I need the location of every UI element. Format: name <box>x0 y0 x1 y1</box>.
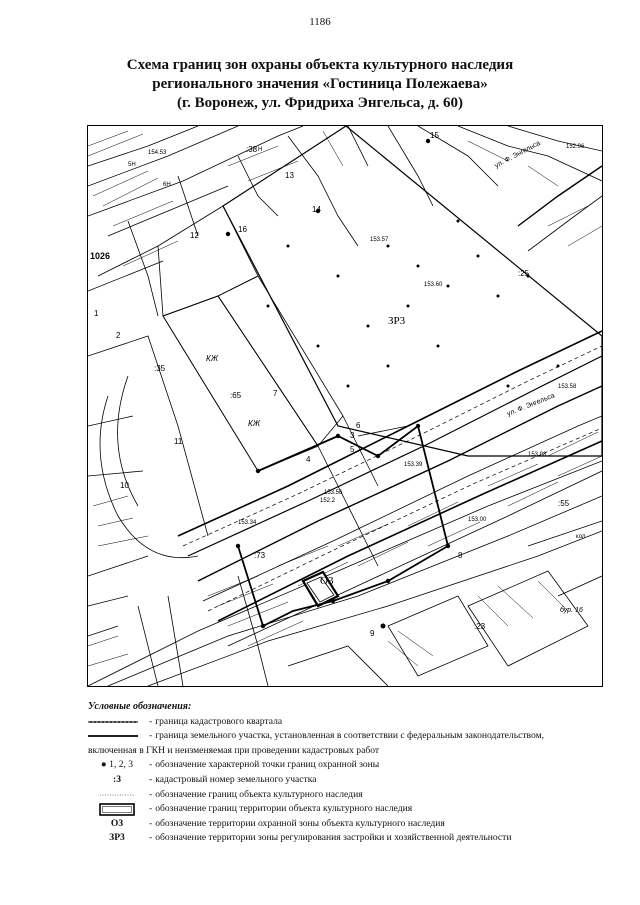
height-mark-5: 154.53 <box>148 150 167 156</box>
point-label-6: 6 <box>356 421 361 430</box>
point-label-16: 16 <box>238 225 247 234</box>
legend-text-points: обозначение характерной точки границ охранной зоны <box>155 759 380 771</box>
legend-text-parcel-1: граница земельного участка, установленная в соответствии с федеральным законодательством, <box>155 730 545 742</box>
point-label-5: 5 <box>350 445 355 454</box>
legend <box>88 700 608 846</box>
building-mark-2: КЖ <box>248 419 261 428</box>
legend-text-protection-zone: обозначение территории охранной зоны объекта культурного наследия <box>155 817 445 829</box>
height-mark-10: 153.34 <box>238 520 257 526</box>
point-label-14: 14 <box>312 205 321 214</box>
height-mark-2: 153.60 <box>424 282 443 288</box>
parcel-label-35: :35 <box>154 364 166 373</box>
parcel-label-65: :65 <box>230 391 242 400</box>
title-line-1: Схема границ зон охраны объекта культурного наследия <box>126 57 514 73</box>
legend-item-cadastral-number: :3 - кадастровый номер земельного участка <box>88 773 608 788</box>
height-mark-4: 153.56 <box>324 490 343 496</box>
legend-item-heritage-territory: - обозначение границ территории объекта культурного наследия <box>88 802 608 817</box>
legend-text-quarter: граница кадастрового квартала <box>155 715 283 727</box>
point-label-11: 11 <box>174 437 183 446</box>
point-label-9: 9 <box>370 629 375 638</box>
map-hatching <box>88 131 602 666</box>
building-mark-5: 6Н <box>163 182 171 188</box>
legend-item-regulation-zone: ЗР3 - обозначение территории зоны регулирования застройки и хозяйственной деятельности <box>88 831 608 846</box>
legend-item-parcel: - граница земельного участка, установленная в соответствии с федеральным законодательством, <box>88 729 608 744</box>
quarter-label: 1026 <box>90 251 111 261</box>
misc-mark: кол <box>576 534 586 540</box>
building-mark-4: 5Н <box>128 162 136 168</box>
legend-item-heritage-boundary: - обозначение границ объекта культурного наследия <box>88 788 608 803</box>
height-mark-11: 153.00 <box>468 517 487 523</box>
zone-oz-label: О3 <box>320 575 334 587</box>
page-number: 1186 <box>309 16 331 28</box>
building-mark-3: Н <box>258 147 263 153</box>
parcel-label-73: :73 <box>254 551 266 560</box>
parcel-label-55: :55 <box>558 499 570 508</box>
title-line-2: регионального значения «Гостиница Полежаева» <box>152 76 488 92</box>
height-mark-9: 153.58 <box>558 384 577 390</box>
height-mark-1: 153.57 <box>370 237 389 243</box>
point-label-3: 3 <box>350 431 355 440</box>
height-mark-8: 153.39 <box>404 462 423 468</box>
zone-rz-label: ЗР3 <box>388 315 406 327</box>
page-title <box>0 56 640 113</box>
height-mark-6: 153.98 <box>528 452 547 458</box>
quarter-line-symbol <box>88 719 146 725</box>
street-name-2: ул. Ф. Энгельса <box>506 392 556 418</box>
heritage-boundary-symbol <box>88 792 146 798</box>
protection-zone-symbol: О3 <box>110 817 124 829</box>
point-label-7: 7 <box>273 389 278 398</box>
point-label-4: 4 <box>306 455 311 464</box>
legend-text-cadastral-number: кадастровый номер земельного участка <box>155 773 317 785</box>
building-mark-1: КЖ <box>206 354 219 363</box>
cadastral-map <box>87 125 603 687</box>
well-mark: бур. 16 <box>560 607 583 614</box>
regulation-zone-symbol: ЗР3 <box>109 832 125 844</box>
point-label-12: 12 <box>190 231 199 240</box>
legend-title: Условные обозначения: <box>88 701 192 712</box>
parcel-line-symbol <box>88 733 146 739</box>
title-line-3: (г. Воронеж, ул. Фридриха Энгельса, д. 60) <box>176 95 464 111</box>
point-label-10: 10 <box>120 481 129 490</box>
street-name-1: ул. Ф. Энгельса <box>493 139 542 170</box>
point-label-2: 2 <box>116 331 121 340</box>
parcel-label-38: :38 <box>246 145 258 154</box>
legend-text-heritage-territory: обозначение границ территории объекта культурного наследия <box>155 803 413 815</box>
legend-item-quarter: - граница кадастрового квартала <box>88 715 608 730</box>
legend-item-protection-zone: О3 - обозначение территории охранной зоны объекта культурного наследия <box>88 817 608 832</box>
legend-text-regulation-zone: обозначение территории зоны регулирования застройки и хозяйственной деятельности <box>155 832 512 844</box>
legend-text-parcel-2: включенная в ГКН и неизменяемая при проведении кадастровых работ <box>88 744 380 756</box>
point-dot-icon: ● <box>100 759 110 771</box>
point-symbol: ● 1, 2, 3 <box>88 758 146 773</box>
heritage-territory-symbol <box>88 803 146 816</box>
point-label-13: 13 <box>285 171 294 180</box>
height-mark-3: 152.2 <box>320 498 336 504</box>
parcel-label-25: :25 <box>518 269 530 278</box>
height-mark-7: 152.96 <box>566 144 585 150</box>
point-label-8: 8 <box>458 551 463 560</box>
point-label-1: 1 <box>94 309 99 318</box>
point-label-15: 15 <box>430 131 439 140</box>
legend-item-points: ● 1, 2, 3 - обозначение характерной точки границ охранной зоны <box>88 758 608 773</box>
legend-text-heritage-boundary: обозначение границ объекта культурного наследия <box>155 788 363 800</box>
map-drawing <box>88 126 602 686</box>
parcel-label-23: :23 <box>474 622 486 631</box>
cadastral-number-symbol: :3 <box>113 773 121 785</box>
